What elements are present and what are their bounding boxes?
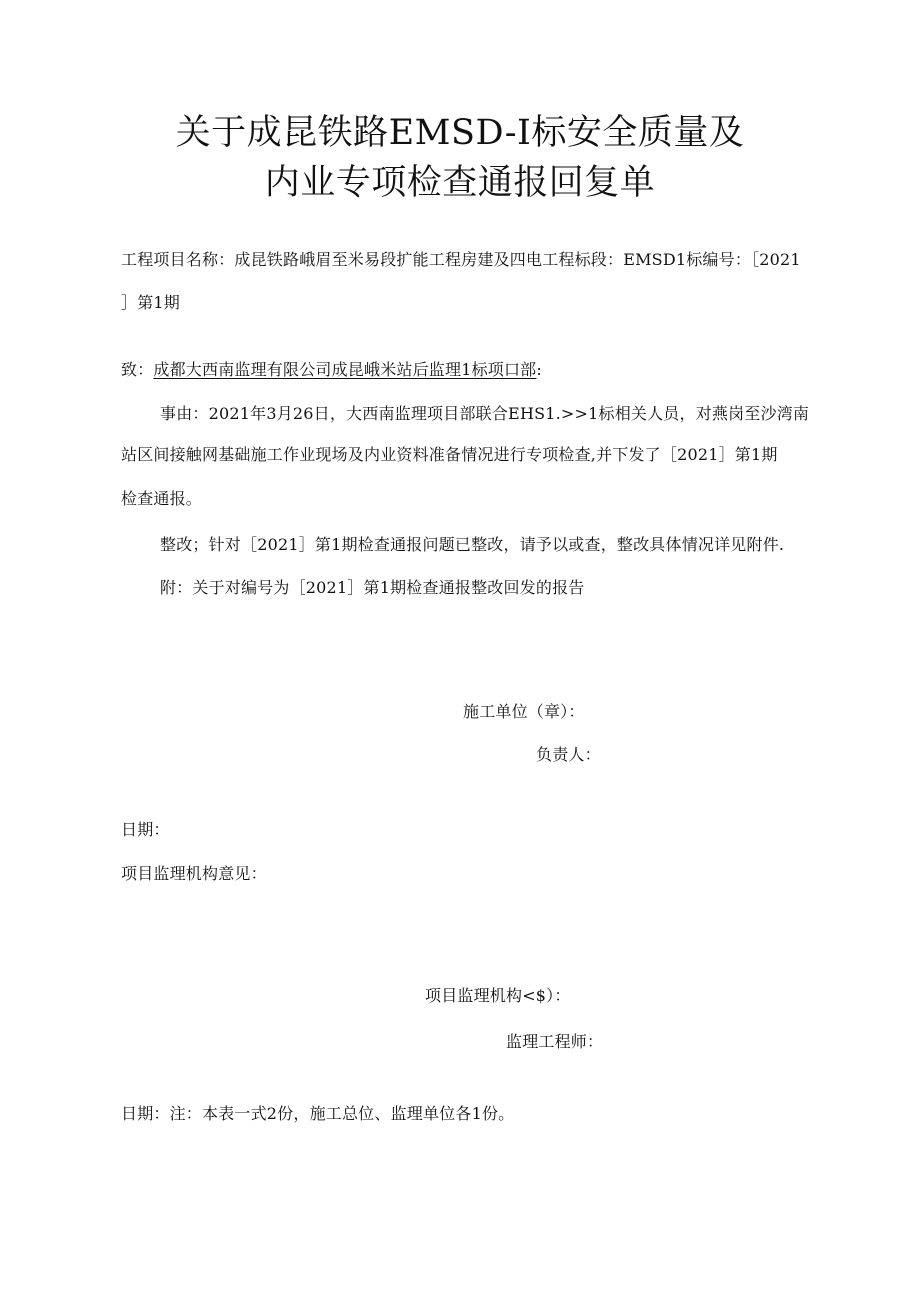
rectify-paragraph: 整改；针对［2021］第1期检查通报问题已整改，请予以或查，整改具体情况详见附件. bbox=[160, 535, 785, 554]
supervision-opinion: 项目监理机构意见： bbox=[121, 864, 267, 883]
addressee-prefix: 致： bbox=[121, 360, 154, 379]
project-info-continuation: ］第1期 bbox=[121, 293, 180, 312]
addressee-name: 成都大西南监理有限公司成昆峨米站后监理1标项口部 bbox=[153, 360, 537, 379]
supervision-org-seal: 项目监理机构<$）： bbox=[425, 986, 571, 1005]
supervision-date-note: 日期：注：本表一式2份，施工总位、监理单位各1份。 bbox=[121, 1104, 515, 1123]
title-line-2: 内业专项检查通报回复单 bbox=[264, 163, 656, 203]
construction-date: 日期： bbox=[121, 820, 170, 839]
addressee-suffix: : bbox=[536, 360, 542, 379]
title-line-1: 关于成昆铁路EMSD-I标安全质量及 bbox=[175, 113, 745, 153]
attachment-line: 附：关于对编号为［2021］第1期检查通报整改回发的报告 bbox=[160, 578, 585, 597]
construction-unit-seal: 施工单位（章）： bbox=[463, 702, 585, 721]
project-info-text: 工程项目名称：成昆铁路峨眉至米易段扩能工程房建及四电工程标段：EMSD1标编号：［2021 bbox=[121, 250, 801, 269]
addressee-line bbox=[121, 360, 542, 380]
reason-line-2: 站区间接触网基础施工作业现场及内业资料准备情况进行专项检查,并下发了［2021］第1期 bbox=[121, 445, 778, 464]
reason-line-2-wrap bbox=[121, 445, 811, 465]
reason-line-3: 检查通报。 bbox=[121, 489, 203, 508]
reason-line-1: 事由：2021年3月26日，大西南监理项目部联合EHS1.>>1标相关人员，对燕岗至沙湾南 bbox=[160, 404, 810, 423]
supervision-engineer: 监理工程师： bbox=[506, 1032, 604, 1051]
responsible-person: 负责人： bbox=[536, 745, 601, 764]
reason-line-1-wrap bbox=[160, 404, 811, 424]
project-info-line bbox=[121, 250, 811, 270]
